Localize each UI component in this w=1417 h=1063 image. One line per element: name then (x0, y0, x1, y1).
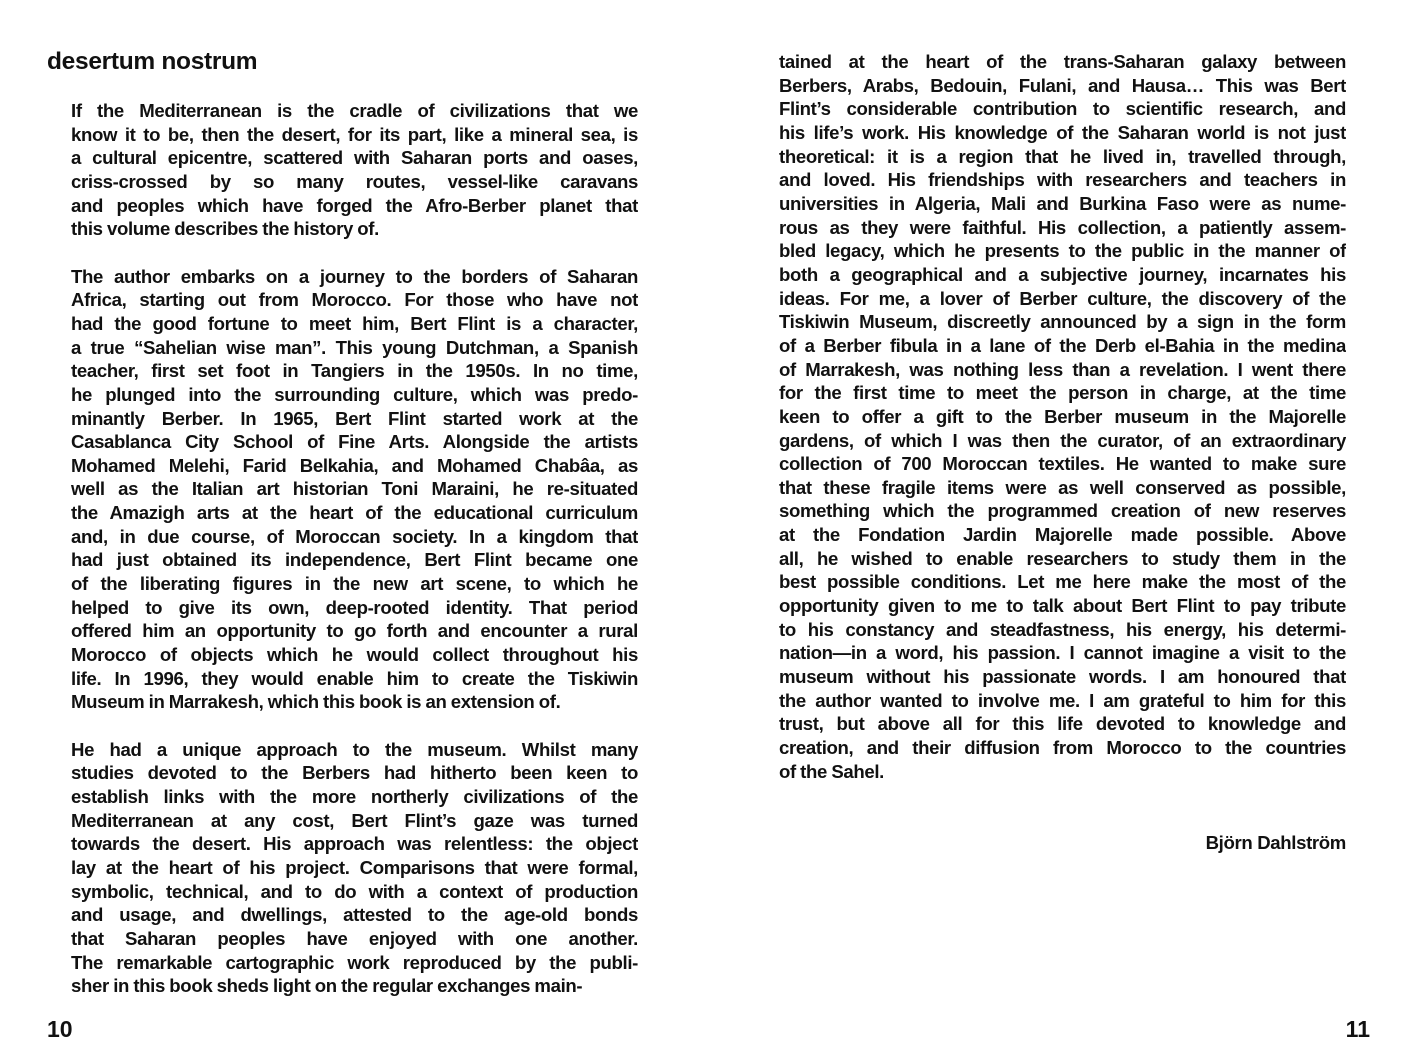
text-line: this volume describes the history of. (71, 218, 379, 240)
text-line: keen to offer a gift to the Berber museum in the Majorelle (779, 405, 1346, 427)
text-line: Museum in Marrakesh, which this book is an extension of. (71, 691, 561, 713)
text-line: and usage, and dwellings, attested to the age-old bonds (71, 904, 638, 926)
text-line: The remarkable cartographic work reproduced by the publi- (71, 951, 638, 973)
text-line: best possible conditions. Let me here make the most of the (779, 571, 1346, 593)
text-line: life. In 1996, they would enable him to create the Tiskiwin (71, 667, 638, 689)
text-line: teacher, first set foot in Tangiers in the 1950s. In no time, (71, 360, 638, 382)
text-line: Berbers, Arabs, Bedouin, Fulani, and Hausa… This was Bert (779, 74, 1346, 96)
paragraph (71, 99, 638, 241)
text-line: know it to be, then the desert, for its part, like a mineral sea, is (71, 123, 638, 145)
text-line: ideas. For me, a lover of Berber culture, the discovery of the (779, 287, 1346, 309)
text-line: of Marrakesh, was nothing less than a revelation. I went there (779, 358, 1346, 380)
text-line: a cultural epicentre, scattered with Saharan ports and oases, (71, 147, 638, 169)
chapter-heading: desertum nostrum (47, 48, 258, 75)
text-line: trust, but above all for this life devoted to knowledge and (779, 713, 1346, 735)
text-line: studies devoted to the Berbers had hitherto been keen to (71, 762, 638, 784)
right-text-column (779, 50, 1346, 783)
text-line: collection of 700 Moroccan textiles. He wanted to make sure (779, 453, 1346, 475)
text-line: had just obtained its independence, Bert Flint became one (71, 549, 638, 571)
text-line: rous as they were faithful. His collection, a patiently assem- (779, 216, 1346, 238)
text-line: sher in this book sheds light on the regular exchanges main- (71, 975, 583, 997)
text-line: tained at the heart of the trans-Saharan galaxy between (779, 51, 1346, 72)
paragraph (779, 50, 1346, 783)
text-line: Mediterranean at any cost, Bert Flint’s gaze was turned (71, 809, 638, 831)
text-line: theoretical: it is a region that he lived in, travelled through, (779, 145, 1346, 167)
text-line: that Saharan peoples have enjoyed with one another. (71, 927, 638, 949)
text-line: bled legacy, which he presents to the public in the manner of (779, 240, 1346, 262)
text-line: helped to give its own, deep-rooted identity. That period (71, 596, 638, 618)
text-line: minantly Berber. In 1965, Bert Flint started work at the (71, 407, 638, 429)
right-page (708, 0, 1417, 1063)
paragraph (71, 738, 638, 998)
text-line: for the first time to meet the person in charge, at the time (779, 382, 1346, 404)
text-line: opportunity given to me to talk about Bert Flint to pay tribute (779, 595, 1346, 617)
left-page (0, 0, 708, 1063)
text-line: to his constancy and steadfastness, his energy, his determi- (779, 618, 1346, 640)
text-line: all, he wished to enable researchers to study them in the (779, 547, 1346, 569)
text-line: gardens, of which I was then the curator, of an extraordinary (779, 429, 1346, 451)
text-line: of a Berber fibula in a lane of the Derb el-Bahia in the medina (779, 334, 1346, 356)
text-line: towards the desert. His approach was relentless: the object (71, 833, 638, 855)
text-line: Tiskiwin Museum, discreetly announced by a sign in the form (779, 311, 1346, 333)
author-signature: Björn Dahlström (1205, 832, 1346, 853)
text-line: Casablanca City School of Fine Arts. Alongside the artists (71, 431, 638, 453)
left-text-column (71, 99, 638, 998)
text-line: had the good fortune to meet him, Bert Flint is a character, (71, 312, 638, 334)
page-number-left: 10 (47, 1016, 73, 1042)
text-line: Mohamed Melehi, Farid Belkahia, and Mohamed Chabâa, as (71, 454, 638, 476)
text-line: criss-crossed by so many routes, vessel-like caravans (71, 170, 638, 192)
text-line: the author wanted to involve me. I am grateful to him for this (779, 689, 1346, 711)
text-line: he plunged into the surrounding culture, which was predo- (71, 383, 638, 405)
text-line: and peoples which have forged the Afro-Berber planet that (71, 194, 638, 216)
text-line: The author embarks on a journey to the borders of Saharan (71, 265, 638, 287)
text-line: both a geographical and a subjective journey, incarnates his (779, 263, 1346, 285)
text-line: of the Sahel. (779, 760, 884, 782)
text-line: a true “Sahelian wise man”. This young Dutchman, a Spanish (71, 336, 638, 358)
text-line: He had a unique approach to the museum. Whilst many (71, 738, 638, 760)
text-line: well as the Italian art historian Toni Maraini, he re-situated (71, 478, 638, 500)
text-line: symbolic, technical, and to do with a context of production (71, 880, 638, 902)
text-line: Morocco of objects which he would collect throughout his (71, 644, 638, 666)
text-line: at the Fondation Jardin Majorelle made possible. Above (779, 524, 1346, 546)
text-line: something which the programmed creation of new reserves (779, 500, 1346, 522)
text-line: museum without his passionate words. I am honoured that (779, 666, 1346, 688)
text-line: lay at the heart of his project. Comparisons that were formal, (71, 856, 638, 878)
text-line: that these fragile items were as well conserved as possible, (779, 476, 1346, 498)
paragraph (71, 265, 638, 714)
text-line: nation—in a word, his passion. I cannot imagine a visit to the (779, 642, 1346, 664)
text-line: his life’s work. His knowledge of the Saharan world is not just (779, 121, 1346, 143)
text-line: universities in Algeria, Mali and Burkina Faso were as nume- (779, 192, 1346, 214)
text-line: Africa, starting out from Morocco. For those who have not (71, 289, 638, 311)
text-line: and, in due course, of Moroccan society. In a kingdom that (71, 525, 638, 547)
text-line: Flint’s considerable contribution to scientific research, and (779, 98, 1346, 120)
text-line: establish links with the more northerly civilizations of the (71, 786, 638, 807)
page-number-right: 11 (1345, 1016, 1370, 1042)
text-line: and loved. His friendships with researchers and teachers in (779, 169, 1346, 191)
text-line: If the Mediterranean is the cradle of civilizations that we (71, 100, 638, 121)
text-line: of the liberating figures in the new art scene, to which he (71, 573, 638, 595)
text-line: the Amazigh arts at the heart of the educational curriculum (71, 502, 638, 524)
text-line: offered him an opportunity to go forth and encounter a rural (71, 620, 638, 642)
text-line: creation, and their diffusion from Morocco to the countries (779, 737, 1346, 759)
